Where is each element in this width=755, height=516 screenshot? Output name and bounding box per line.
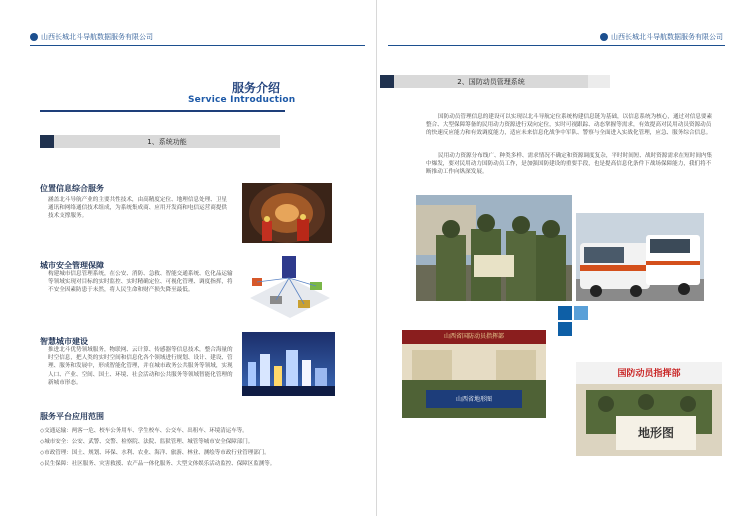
- decor-square-dark: [558, 322, 572, 336]
- smart-city-photo: [242, 332, 335, 396]
- decor-square-light: [574, 306, 588, 320]
- section-body-smart-city: 推进北斗优势领域服务，物联网、云计算、传感器等信息技术，整合海量的时空信息，把人类的实时空间和信息化各个领域进行规划、设计、建设、管理、服务和发展中，形成智能化管理，并在城市政务公共服务等领域，实现人口、产业、空间、国土、环境、社会活动和公共服务等领域智能化管理的新城市形态。: [48, 347, 233, 386]
- right-header: [600, 30, 723, 44]
- page-title-en: Service Introduction: [188, 95, 296, 105]
- right-header-rule: [388, 45, 725, 46]
- platform-item-municipal: ◇市政管理：国土、规划、环保、水利、农业、海洋、旅游、林业、测绘等市政行业管理部门。: [40, 450, 270, 456]
- section-heading-smart-city: 智慧城市建设: [40, 337, 88, 346]
- meeting-banner-text: 山西省国防动员指挥部: [443, 333, 504, 340]
- section-band-2: [380, 75, 610, 88]
- vehicles-photo: [576, 213, 704, 301]
- section-body-city-safety: 构建城市信息管理系统，在公安、消防、急救、智能交通系统、危化品运输等领域实现对目标的实时监控、实时精确定位、可视化管理、调度指挥，将不安全因素防患于未然，将人民生命和财产损失降至最低。: [48, 271, 233, 294]
- right-page: [378, 0, 755, 516]
- left-header: [30, 30, 153, 44]
- band-dark-block: [40, 135, 54, 148]
- platform-item-livelihood: ◇民生保障：社区服务、灾害救援、农产品一体化服务、大型文体娱乐活动监控、保障区监测等。: [40, 461, 276, 467]
- platform-item-city-safety: ◇城市安全：公安、武警、交警、检察院、法院、监狱管理、城管等城市安全保障部门。: [40, 439, 254, 445]
- meeting-map-text: 山西省地形图: [455, 396, 492, 403]
- map-title-text: 地形图: [637, 426, 674, 440]
- band-tip: [588, 75, 610, 88]
- left-header-company: 山西长城北斗导航数据服务有限公司: [41, 33, 153, 41]
- left-header-rule: [30, 45, 365, 46]
- company-logo-icon: [30, 33, 38, 41]
- command-meeting-photo: [402, 330, 546, 418]
- company-logo-icon: [600, 33, 608, 41]
- decor-square-dark: [558, 306, 572, 320]
- platform-list: [40, 426, 340, 470]
- title-underline: [40, 110, 285, 112]
- map-banner-text: 国防动员指挥部: [617, 369, 681, 379]
- left-page: [0, 0, 377, 516]
- right-paragraph-1: 国防动员管理信息的建设可以实现以北斗导航定位系统构建信息链为基础，以信息系统为核心，通过对信息要素整合、大型保障筹备的民用动力资源进行双向定位，实时可视跟踪、动态掌握等需求，有效提高对民用动员资源动员的快速反应能力和有效调度能力，适应未来信息化战争中军队、警察与全面进入实战化管理，应急、服务综合信息。: [426, 114, 713, 137]
- band-label-2: 2、国防动员管理系统: [394, 75, 588, 88]
- platform-heading: 服务平台应用范围: [40, 412, 104, 421]
- right-paragraph-2: 民用动力资源分布线广、种类多样、需求情况不确定和资源调度复杂，平时时间短、战时资源需求在短时间内集中爆发，要对民用动力国防动员工作，是加强国防建设的重要手段，也是提高信息化条件下战场保障能力，我们将不断推动工作向纵深发展。: [426, 153, 713, 176]
- section-body-location: 涵盖北斗导航产业的主要共性技术，由高精度定位、地理信息处理、卫星通讯和网络通信技术组成，为系统集成商、应用开发商和电信运营商提供技术支撑服务。: [48, 197, 228, 220]
- section-heading-city-safety: 城市安全管理保障: [40, 261, 104, 270]
- band-dark-block: [380, 75, 394, 88]
- terrain-map-photo: [576, 362, 722, 456]
- soldiers-photo: [416, 195, 572, 301]
- band-label: 1、系统功能: [54, 135, 280, 148]
- page-title-cn: 服务介绍: [232, 81, 281, 95]
- section-heading-location: 位置信息综合服务: [40, 184, 104, 193]
- section-band-1: [40, 135, 280, 148]
- tunnel-photo: [242, 183, 332, 243]
- right-header-company: 山西长城北斗导航数据服务有限公司: [611, 33, 723, 41]
- platform-item-transport: ◇交通运输：两客一危、校车公务用车、学生校车、公交车、出租车、环境清运车等。: [40, 428, 248, 434]
- city-safety-diagram: [240, 248, 338, 320]
